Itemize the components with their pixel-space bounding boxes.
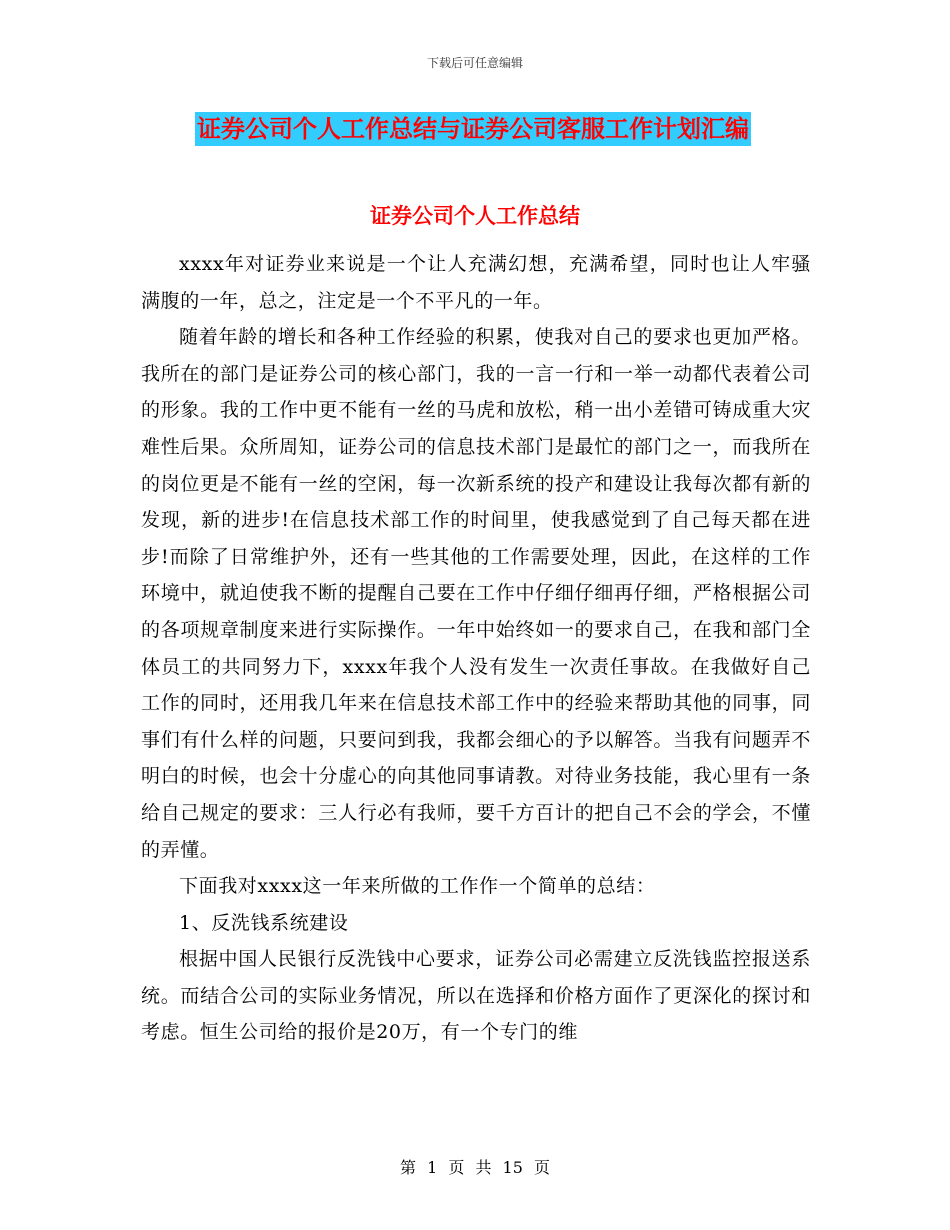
paragraph: 根据中国人民银行反洗钱中心要求，证券公司必需建立反洗钱监控报送系统。而结合公司的实际业务情况，所以在选择和价格方面作了更深化的探讨和考虑。恒生公司给的报价是20万，有一个专门的维 xyxy=(141,948,811,1044)
paragraph: 随着年龄的增长和各种工作经验的积累，使我对自己的要求也更加严格。我所在的部门是证券公司的核心部门，我的一言一行和一举一动都代表着公司的形象。我的工作中更不能有一丝的马虎和放松，稍一出小差错可铸成重大灾难性后果。众所周知，证券公司的信息技术部门是最忙的部门之一，而我所在的岗位更是不能有一丝的空闲，每一次新系统的投产和建设让我每次都有新的发现，新的进步!在信息技术部工作的时间里，使我感觉到了自己每天都在进步!而除了日常维护外，还有一些其他的工作需要处理，因此，在这样的工作环境中，就迫使我不断的提醒自己要在工作中仔细仔细再仔细，严格根据公司的各项规章制度来进行实际操作。一年中始终如一的要求自己，在我和部门全体员工的共同努力下，xxxx年我个人没有发生一次责任事故。在我做好自己工作的同时，还用我几年来在信息技术部工作中的经验来帮助其他的同事，同事们有什么样的问题，只要问到我，我都会细心的予以解答。当我有问题弄不明白的时候，也会十分虚心的向其他同事请教。对待业务技能，我心里有一条给自己规定的要求：三人行必有我师，要千方百计的把自己不会的学会，不懂的弄懂。 xyxy=(141,326,811,861)
section-title: 证券公司个人工作总结 xyxy=(370,204,580,228)
paragraph: 下面我对xxxx这一年来所做的工作作一个简单的总结： xyxy=(179,875,656,898)
document-body xyxy=(141,246,811,1051)
paragraph: xxxx年对证券业来说是一个让人充满幻想，充满希望，同时也让人牢骚满腹的一年，总之，注定是一个不平凡的一年。 xyxy=(141,253,811,312)
paragraph: 1、反洗钱系统建设 xyxy=(179,911,349,934)
page-footer: 第 1 页 共 15 页 xyxy=(400,1158,550,1177)
document-title: 证券公司个人工作总结与证券公司客服工作计划汇编 xyxy=(195,112,751,146)
header-note: 下载后可任意编辑 xyxy=(426,56,523,70)
